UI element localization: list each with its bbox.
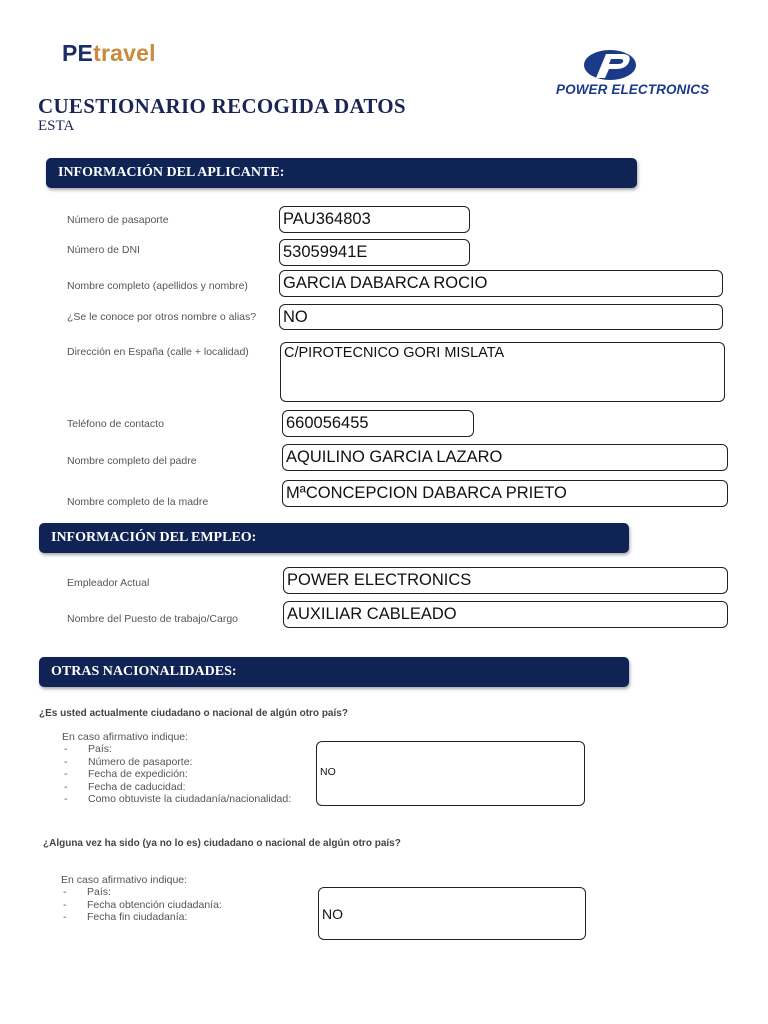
- job-title-field[interactable]: AUXILIAR CABLEADO: [283, 601, 728, 628]
- document-title: CUESTIONARIO RECOGIDA DATOS: [38, 94, 406, 118]
- list-item: - País:: [64, 743, 112, 756]
- petravel-logo: [62, 40, 156, 67]
- section-header-applicant: INFORMACIÓN DEL APLICANTE:: [46, 158, 637, 188]
- alias-label: ¿Se le conoce por otros nombre o alias?: [67, 311, 257, 323]
- alias-field[interactable]: NO: [279, 304, 723, 330]
- phone-label: Teléfono de contacto: [67, 418, 164, 430]
- list-item: - Como obtuviste la ciudadanía/nacionalidad:: [64, 793, 292, 806]
- list-item: - País:: [63, 886, 111, 899]
- brand-travel: travel: [93, 40, 156, 66]
- employer-label: Empleador Actual: [67, 577, 150, 589]
- list-item: - Fecha de caducidad:: [64, 780, 186, 793]
- former-citizenship-answer-field[interactable]: NO: [318, 887, 586, 940]
- power-electronics-logo: [556, 48, 734, 102]
- current-citizenship-instructions: [62, 731, 291, 805]
- list-item: - Fecha obtención ciudadanía:: [63, 898, 222, 911]
- job-title-label: Nombre del Puesto de trabajo/Cargo: [67, 613, 239, 625]
- passport-number-label: Número de pasaporte: [67, 214, 169, 226]
- brand-pe: PE: [62, 40, 94, 66]
- full-name-label: Nombre completo (apellidos y nombre): [67, 280, 248, 292]
- list-item: - Fecha de expedición:: [64, 768, 188, 781]
- power-electronics-logo-icon: [582, 48, 638, 82]
- former-citizenship-instructions: [61, 874, 222, 924]
- section-header-nationalities: OTRAS NACIONALIDADES:: [39, 657, 629, 687]
- mother-name-field[interactable]: MªCONCEPCION DABARCA PRIETO: [282, 480, 728, 507]
- instructions-intro: En caso afirmativo indique:: [62, 731, 189, 743]
- address-field[interactable]: C/PIROTECNICO GORI MISLATA: [280, 342, 725, 402]
- phone-field[interactable]: 660056455: [282, 410, 474, 437]
- father-name-label: Nombre completo del padre: [67, 455, 197, 467]
- dni-number-label: Número de DNI: [67, 244, 140, 256]
- full-name-field[interactable]: GARCIA DABARCA ROCIO: [279, 270, 723, 297]
- section-header-employment: INFORMACIÓN DEL EMPLEO:: [39, 523, 629, 553]
- dni-number-field[interactable]: 53059941E: [279, 239, 470, 266]
- address-label: Dirección en España (calle + localidad): [67, 346, 249, 358]
- father-name-field[interactable]: AQUILINO GARCIA LAZARO: [282, 444, 728, 471]
- power-electronics-wordmark: POWER ELECTRONICS: [556, 82, 710, 97]
- employer-field[interactable]: POWER ELECTRONICS: [283, 567, 728, 594]
- current-citizenship-answer-field[interactable]: NO: [316, 741, 585, 806]
- instructions-intro: En caso afirmativo indique:: [61, 874, 188, 886]
- mother-name-label: Nombre completo de la madre: [67, 496, 209, 508]
- document-subtitle: ESTA: [38, 118, 75, 134]
- current-citizenship-question: ¿Es usted actualmente ciudadano o nacional de algún otro país?: [39, 708, 348, 719]
- passport-number-field[interactable]: PAU364803: [279, 206, 470, 233]
- former-citizenship-question: ¿Alguna vez ha sido (ya no lo es) ciudadano o nacional de algún otro país?: [43, 838, 401, 849]
- list-item: - Fecha fin ciudadanía:: [63, 911, 188, 924]
- list-item: - Número de pasaporte:: [64, 755, 193, 768]
